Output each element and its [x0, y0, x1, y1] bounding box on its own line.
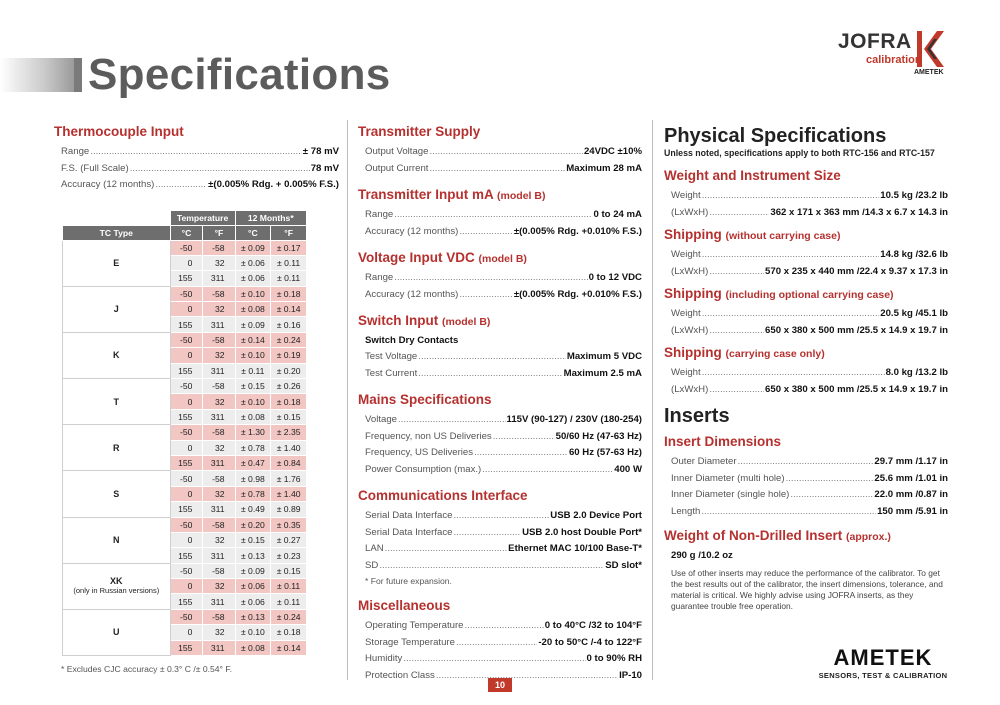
- spec-row: Operating Temperature ..... 0 to 40°C /32 to 104°F: [358, 618, 642, 635]
- table-row: 155 311 ± 0.13 ± 0.23: [63, 548, 307, 563]
- table-row: XK (only in Russian versions) -50 -58 ± 0.09 ± 0.15: [63, 563, 307, 578]
- spec-row: SD ..... SD slot*: [358, 558, 642, 575]
- spec-row: (LxWxH) ..... 570 x 235 x 440 mm /22.4 x 9.37 x 17.3 in: [664, 264, 948, 281]
- table-row: U -50 -58 ± 0.13 ± 0.24: [63, 609, 307, 624]
- spec-row: Output Voltage ..... 24VDC ±10%: [358, 144, 642, 161]
- section-heading: Thermocouple Input: [54, 124, 184, 139]
- column-divider: [347, 120, 348, 680]
- section-heading: Weight of Non-Drilled Insert (approx.): [664, 528, 891, 543]
- column-thermocouple: [54, 124, 339, 676]
- table-row: E -50 -58 ± 0.09 ± 0.17: [63, 240, 307, 255]
- non-drilled-section: [664, 528, 948, 612]
- table-row: J -50 -58 ± 0.10 ± 0.18: [63, 286, 307, 301]
- spec-row: Weight ..... 10.5 kg /23.2 lb: [664, 188, 948, 205]
- spec-row: Range ..... 0 to 24 mA: [358, 207, 642, 224]
- shipping-section: [664, 286, 948, 339]
- spec-row: Protection Class ..... IP-10: [358, 668, 642, 685]
- section-heading: Shipping (including optional carrying case): [664, 286, 894, 301]
- section-heading: Transmitter Supply: [358, 124, 481, 139]
- voltage-input-section: [358, 250, 642, 303]
- table-group-header: 12 Months*: [235, 210, 306, 225]
- tc-group-r: [63, 425, 307, 471]
- table-column-header: °F: [203, 225, 235, 240]
- section-heading: Voltage Input VDC (model B): [358, 250, 527, 265]
- table-row: 155 311 ± 0.49 ± 0.89: [63, 502, 307, 517]
- spec-row: Test Current ..... Maximum 2.5 mA: [358, 366, 642, 383]
- spec-row: Voltage ..... 115V (90-127) / 230V (180-254): [358, 412, 642, 429]
- misc-section: [358, 598, 642, 684]
- table-row: 0 32 ± 0.08 ± 0.14: [63, 302, 307, 317]
- insert-advice: Use of other inserts may reduce the performance of the calibrator. To get the best results out of the calibrator, the insert dimensions, tolerance, and material is critical. We highly advise using JOFRA inserts, as they guarantee trouble free operation.: [671, 568, 943, 611]
- table-column-header: °C: [170, 225, 203, 240]
- spec-row: (LxWxH) ..... 650 x 380 x 500 mm /25.5 x 14.9 x 19.7 in: [664, 382, 948, 399]
- column-divider: [652, 120, 653, 680]
- section-heading: Communications Interface: [358, 488, 528, 503]
- table-column-header: TC Type: [63, 225, 171, 240]
- tc-group-s: [63, 471, 307, 517]
- page-number: 10: [488, 678, 512, 692]
- table-row: 155 311 ± 0.06 ± 0.11: [63, 594, 307, 609]
- spec-row: Frequency, non US Deliveries ..... 50/60 Hz (47-63 Hz): [358, 429, 642, 446]
- spec-row: F.S. (Full Scale) ..... 78 mV: [54, 161, 339, 178]
- table-row: 0 32 ± 0.78 ± 1.40: [63, 486, 307, 501]
- table-row: 155 311 ± 0.06 ± 0.11: [63, 271, 307, 286]
- column-physical: [664, 124, 948, 622]
- thermocouple-section: [54, 124, 339, 194]
- section-heading: Insert Dimensions: [664, 434, 782, 449]
- table-group-header: Temperature: [170, 210, 235, 225]
- table-column-header: °C: [235, 225, 271, 240]
- spec-row: Weight ..... 8.0 kg /13.2 lb: [664, 365, 948, 382]
- tc-group-t: [63, 379, 307, 425]
- tc-group-j: [63, 286, 307, 332]
- spec-row: Weight ..... 14.8 kg /32.6 lb: [664, 247, 948, 264]
- tc-group-u: [63, 609, 307, 655]
- table-row: 0 32 ± 0.15 ± 0.27: [63, 532, 307, 547]
- page-title: Specifications: [88, 50, 391, 99]
- spec-row: Range ..... 0 to 12 VDC: [358, 270, 642, 287]
- spec-row: Humidity ..... 0 to 90% RH: [358, 651, 642, 668]
- section-heading: Miscellaneous: [358, 598, 451, 613]
- spec-row: Serial Data Interface ..... USB 2.0 Device Port: [358, 508, 642, 525]
- shipping-section: [664, 227, 948, 280]
- table-row: 155 311 ± 0.08 ± 0.15: [63, 409, 307, 424]
- spec-row: Range ..... ± 78 mV: [54, 144, 339, 161]
- table-row: 0 32 ± 0.10 ± 0.18: [63, 625, 307, 640]
- spec-row: Frequency, US Deliveries ..... 60 Hz (57-63 Hz): [358, 445, 642, 462]
- section-heading: Weight and Instrument Size: [664, 168, 841, 183]
- transmitter-supply-section: [358, 124, 642, 177]
- spec-row: Serial Data Interface ..... USB 2.0 host Double Port*: [358, 525, 642, 542]
- inserts-heading: Inserts: [664, 405, 730, 427]
- table-footnote: * Excludes CJC accuracy ± 0.3° C /± 0.54° F.: [61, 664, 233, 675]
- table-row: 155 311 ± 0.08 ± 0.14: [63, 640, 307, 655]
- title-accent-bar: [0, 58, 82, 92]
- section-heading: Shipping (carrying case only): [664, 345, 825, 360]
- tc-group-xk: [63, 563, 307, 609]
- footnote: * For future expansion.: [365, 576, 452, 586]
- physical-subheading: Unless noted, specifications apply to both RTC-156 and RTC-157: [664, 148, 935, 158]
- table-row: 155 311 ± 0.09 ± 0.16: [63, 317, 307, 332]
- switch-intro: Switch Dry Contacts: [365, 335, 459, 346]
- table-row: N -50 -58 ± 0.20 ± 0.35: [63, 517, 307, 532]
- table-row: K -50 -58 ± 0.14 ± 0.24: [63, 332, 307, 347]
- spec-row: Length ..... 150 mm /5.91 in: [664, 504, 948, 521]
- communications-section: [358, 488, 642, 588]
- column-electrical: [358, 124, 642, 694]
- table-row: 155 311 ± 0.47 ± 0.84: [63, 455, 307, 470]
- insert-dimensions-section: [664, 434, 948, 520]
- spec-row: Accuracy (12 months) ..... ±(0.005% Rdg. + 0.005% F.S.): [54, 177, 339, 194]
- spec-row: Power Consumption (max.) ..... 400 W: [358, 462, 642, 479]
- table-column-header: °F: [271, 225, 307, 240]
- section-heading: Switch Input (model B): [358, 313, 491, 328]
- section-heading: Shipping (without carrying case): [664, 227, 841, 242]
- transmitter-input-section: [358, 187, 642, 240]
- table-row: 155 311 ± 0.11 ± 0.20: [63, 363, 307, 378]
- spec-row: (LxWxH) ..... 650 x 380 x 500 mm /25.5 x 14.9 x 19.7 in: [664, 323, 948, 340]
- spec-row: Inner Diameter (single hole) ..... 22.0 mm /0.87 in: [664, 487, 948, 504]
- table-row: 0 32 ± 0.10 ± 0.19: [63, 348, 307, 363]
- physical-heading: Physical Specifications: [664, 125, 887, 147]
- tc-group-k: [63, 332, 307, 378]
- spec-row: Weight ..... 20.5 kg /45.1 lb: [664, 306, 948, 323]
- table-row: S -50 -58 ± 0.98 ± 1.76: [63, 471, 307, 486]
- table-row: 0 32 ± 0.06 ± 0.11: [63, 579, 307, 594]
- spec-row: Inner Diameter (multi hole) ..... 25.6 mm /1.01 in: [664, 471, 948, 488]
- table-row: R -50 -58 ± 1.30 ± 2.35: [63, 425, 307, 440]
- spec-row: LAN ..... Ethernet MAC 10/100 Base-T*: [358, 541, 642, 558]
- section-heading: Mains Specifications: [358, 392, 492, 407]
- table-row: 0 32 ± 0.78 ± 1.40: [63, 440, 307, 455]
- section-heading: Transmitter Input mA (model B): [358, 187, 546, 202]
- spec-row: (LxWxH) ..... 362 x 171 x 363 mm /14.3 x 6.7 x 14.3 in: [664, 205, 948, 222]
- tc-group-n: [63, 517, 307, 563]
- tc-group-e: [63, 240, 307, 286]
- weight-size-section: [664, 168, 948, 221]
- tc-accuracy-table: [62, 210, 307, 657]
- ametek-logo: AMETEK SENSORS, TEST & CALIBRATION: [818, 645, 948, 680]
- spec-row: Accuracy (12 months) ..... ±(0.005% Rdg. +0.010% F.S.): [358, 287, 642, 304]
- spec-row: Storage Temperature ..... -20 to 50°C /-4 to 122°F: [358, 635, 642, 652]
- spec-row: Test Voltage ..... Maximum 5 VDC: [358, 349, 642, 366]
- spec-row: Accuracy (12 months) ..... ±(0.005% Rdg. +0.010% F.S.): [358, 224, 642, 241]
- insert-weight: 290 g /10.2 oz: [671, 550, 733, 561]
- mains-section: [358, 392, 642, 478]
- shipping-section: [664, 345, 948, 398]
- spec-row: Outer Diameter ..... 29.7 mm /1.17 in: [664, 454, 948, 471]
- table-row: T -50 -58 ± 0.15 ± 0.26: [63, 379, 307, 394]
- switch-input-section: [358, 313, 642, 382]
- table-row: 0 32 ± 0.10 ± 0.18: [63, 394, 307, 409]
- jofra-logo: JOFRA calibration AMETEK: [838, 30, 944, 76]
- spec-row: Output Current ..... Maximum 28 mA: [358, 161, 642, 178]
- table-row: 0 32 ± 0.06 ± 0.11: [63, 255, 307, 270]
